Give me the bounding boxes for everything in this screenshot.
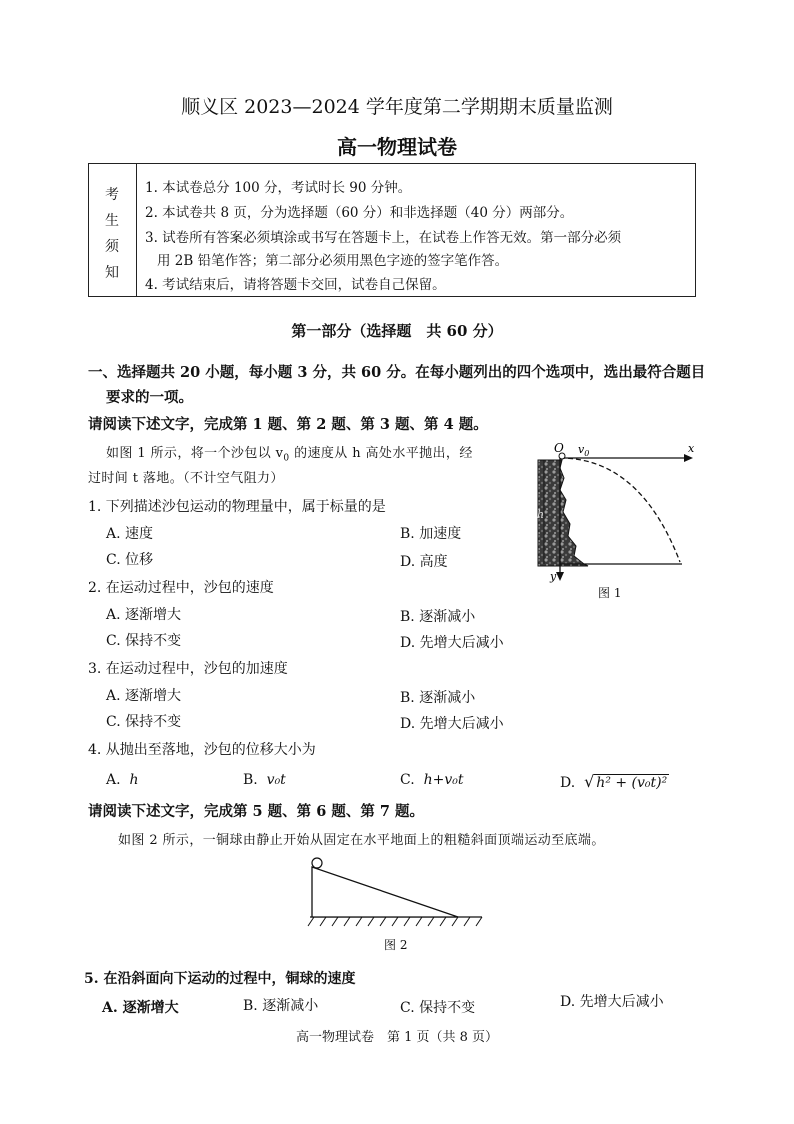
q1-option-c: C. 位移 bbox=[106, 552, 154, 568]
question-3-stem: 3. 在运动过程中，沙包的加速度 bbox=[88, 661, 288, 677]
q3-option-a: A. 逐渐增大 bbox=[106, 688, 182, 704]
intro-sub: 0 bbox=[283, 453, 290, 464]
question-2-stem: 2. 在运动过程中，沙包的速度 bbox=[88, 580, 274, 596]
q4-option-b-label: B. bbox=[243, 772, 258, 788]
notice-line: 2. 本试卷共 8 页，分为选择题（60 分）和非选择题（40 分）两部分。 bbox=[145, 205, 574, 221]
v0-label: $v_0$ bbox=[578, 443, 590, 458]
page-footer: 高一物理试卷 第 1 页（共 8 页） bbox=[295, 1030, 499, 1045]
q1-option-d: D. 高度 bbox=[400, 554, 448, 570]
trajectory bbox=[560, 458, 680, 562]
q1-option-b: B. 加速度 bbox=[400, 526, 462, 542]
question-1-stem: 1. 下列描述沙包运动的物理量中，属于标量的是 bbox=[88, 499, 386, 515]
q4-option-b-expr: v₀t bbox=[266, 772, 286, 788]
question-4-stem: 4. 从抛出至落地，沙包的位移大小为 bbox=[88, 742, 316, 758]
notice-label-char: 生 bbox=[105, 213, 119, 229]
group-intro-cont: 过时间 t 落地。（不计空气阻力） bbox=[88, 471, 284, 486]
notice-label bbox=[89, 164, 137, 296]
exam-title: 顺义区 2023—2024 学年度第二学期期末质量监测 bbox=[181, 96, 613, 118]
ground-hatch bbox=[308, 917, 482, 926]
part-title: 第一部分（选择题 共 60 分） bbox=[291, 322, 503, 340]
figure-2-caption: 图 2 bbox=[384, 938, 408, 952]
group-intro: 如图 2 所示，一铜球由静止开始从固定在水平地面上的粗糙斜面顶端运动至底端。 bbox=[118, 833, 605, 848]
q2-option-a: A. 逐渐增大 bbox=[106, 607, 182, 623]
q4-option-c bbox=[400, 772, 463, 788]
q4-option-a-expr: h bbox=[129, 772, 139, 788]
exam-subtitle: 高一物理试卷 bbox=[337, 135, 457, 159]
copper-ball bbox=[312, 858, 322, 868]
notice-line: 4. 考试结束后，请将答题卡交回，试卷自己保留。 bbox=[145, 277, 446, 293]
height-label: h bbox=[537, 508, 545, 521]
y-axis-label: y bbox=[550, 570, 557, 583]
group-instruction: 请阅读下述文字，完成第 5 题、第 6 题、第 7 题。 bbox=[88, 803, 425, 820]
notice-line: 3. 试卷所有答案必须填涂或书写在答题卡上，在试卷上作答无效。第一部分必须 bbox=[145, 230, 622, 246]
figure-1 bbox=[520, 438, 700, 598]
q5-option-d: D. 先增大后减小 bbox=[560, 994, 664, 1010]
notice-box bbox=[88, 163, 696, 297]
q5-option-b: B. 逐渐减小 bbox=[243, 998, 319, 1014]
question-5-stem: 5. 在沿斜面向下运动的过程中，铜球的速度 bbox=[84, 971, 356, 987]
section-heading: 一、选择题共 20 小题，每小题 3 分，共 60 分。在每小题列出的四个选项中，选出最符合题目 bbox=[88, 364, 706, 381]
notice-label-char: 知 bbox=[105, 265, 119, 281]
figure-2 bbox=[300, 854, 490, 934]
notice-line: 用 2B 铅笔作答；第二部分必须用黑色字迹的签字笔作答。 bbox=[157, 253, 509, 269]
q2-option-b: B. 逐渐减小 bbox=[400, 609, 476, 625]
q4-option-d bbox=[560, 772, 669, 791]
x-axis-arrow bbox=[684, 454, 693, 462]
q3-option-b: B. 逐渐减小 bbox=[400, 690, 476, 706]
q5-option-c: C. 保持不变 bbox=[400, 1000, 476, 1016]
q4-option-a bbox=[106, 772, 139, 788]
incline bbox=[312, 867, 458, 917]
q4-option-c-expr: h+v₀t bbox=[423, 772, 464, 788]
q4-option-b bbox=[243, 772, 286, 788]
q4-option-d-label: D. bbox=[560, 775, 576, 791]
notice-label-char: 须 bbox=[105, 239, 119, 255]
q3-option-c: C. 保持不变 bbox=[106, 714, 182, 730]
section-heading-cont: 要求的一项。 bbox=[106, 389, 193, 406]
cliff-shape bbox=[538, 460, 588, 566]
q3-option-d: D. 先增大后减小 bbox=[400, 716, 504, 732]
group-intro bbox=[106, 442, 473, 464]
notice-label-char: 考 bbox=[105, 187, 119, 203]
y-axis-arrow bbox=[556, 572, 564, 581]
notice-line: 1. 本试卷总分 100 分，考试时长 90 分钟。 bbox=[145, 180, 412, 196]
q4-option-a-label: A. bbox=[106, 772, 121, 788]
intro-text: 的速度从 h 高处水平抛出，经 bbox=[289, 446, 473, 461]
group-instruction: 请阅读下述文字，完成第 1 题、第 2 题、第 3 题、第 4 题。 bbox=[88, 416, 488, 433]
q2-option-c: C. 保持不变 bbox=[106, 633, 182, 649]
q2-option-d: D. 先增大后减小 bbox=[400, 635, 504, 651]
origin-label: O bbox=[554, 441, 564, 455]
figure-1-caption: 图 1 bbox=[598, 586, 622, 600]
sqrt-icon: √ bbox=[584, 772, 595, 791]
q4-option-c-label: C. bbox=[400, 772, 415, 788]
q4-option-d-expr: h² + (v₀t)² bbox=[596, 775, 668, 791]
x-axis-label: x bbox=[688, 442, 695, 455]
q1-option-a: A. 速度 bbox=[106, 526, 154, 542]
intro-text: 如图 1 所示，将一个沙包以 v bbox=[106, 446, 284, 461]
q5-option-a: A. 逐渐增大 bbox=[102, 1000, 179, 1016]
